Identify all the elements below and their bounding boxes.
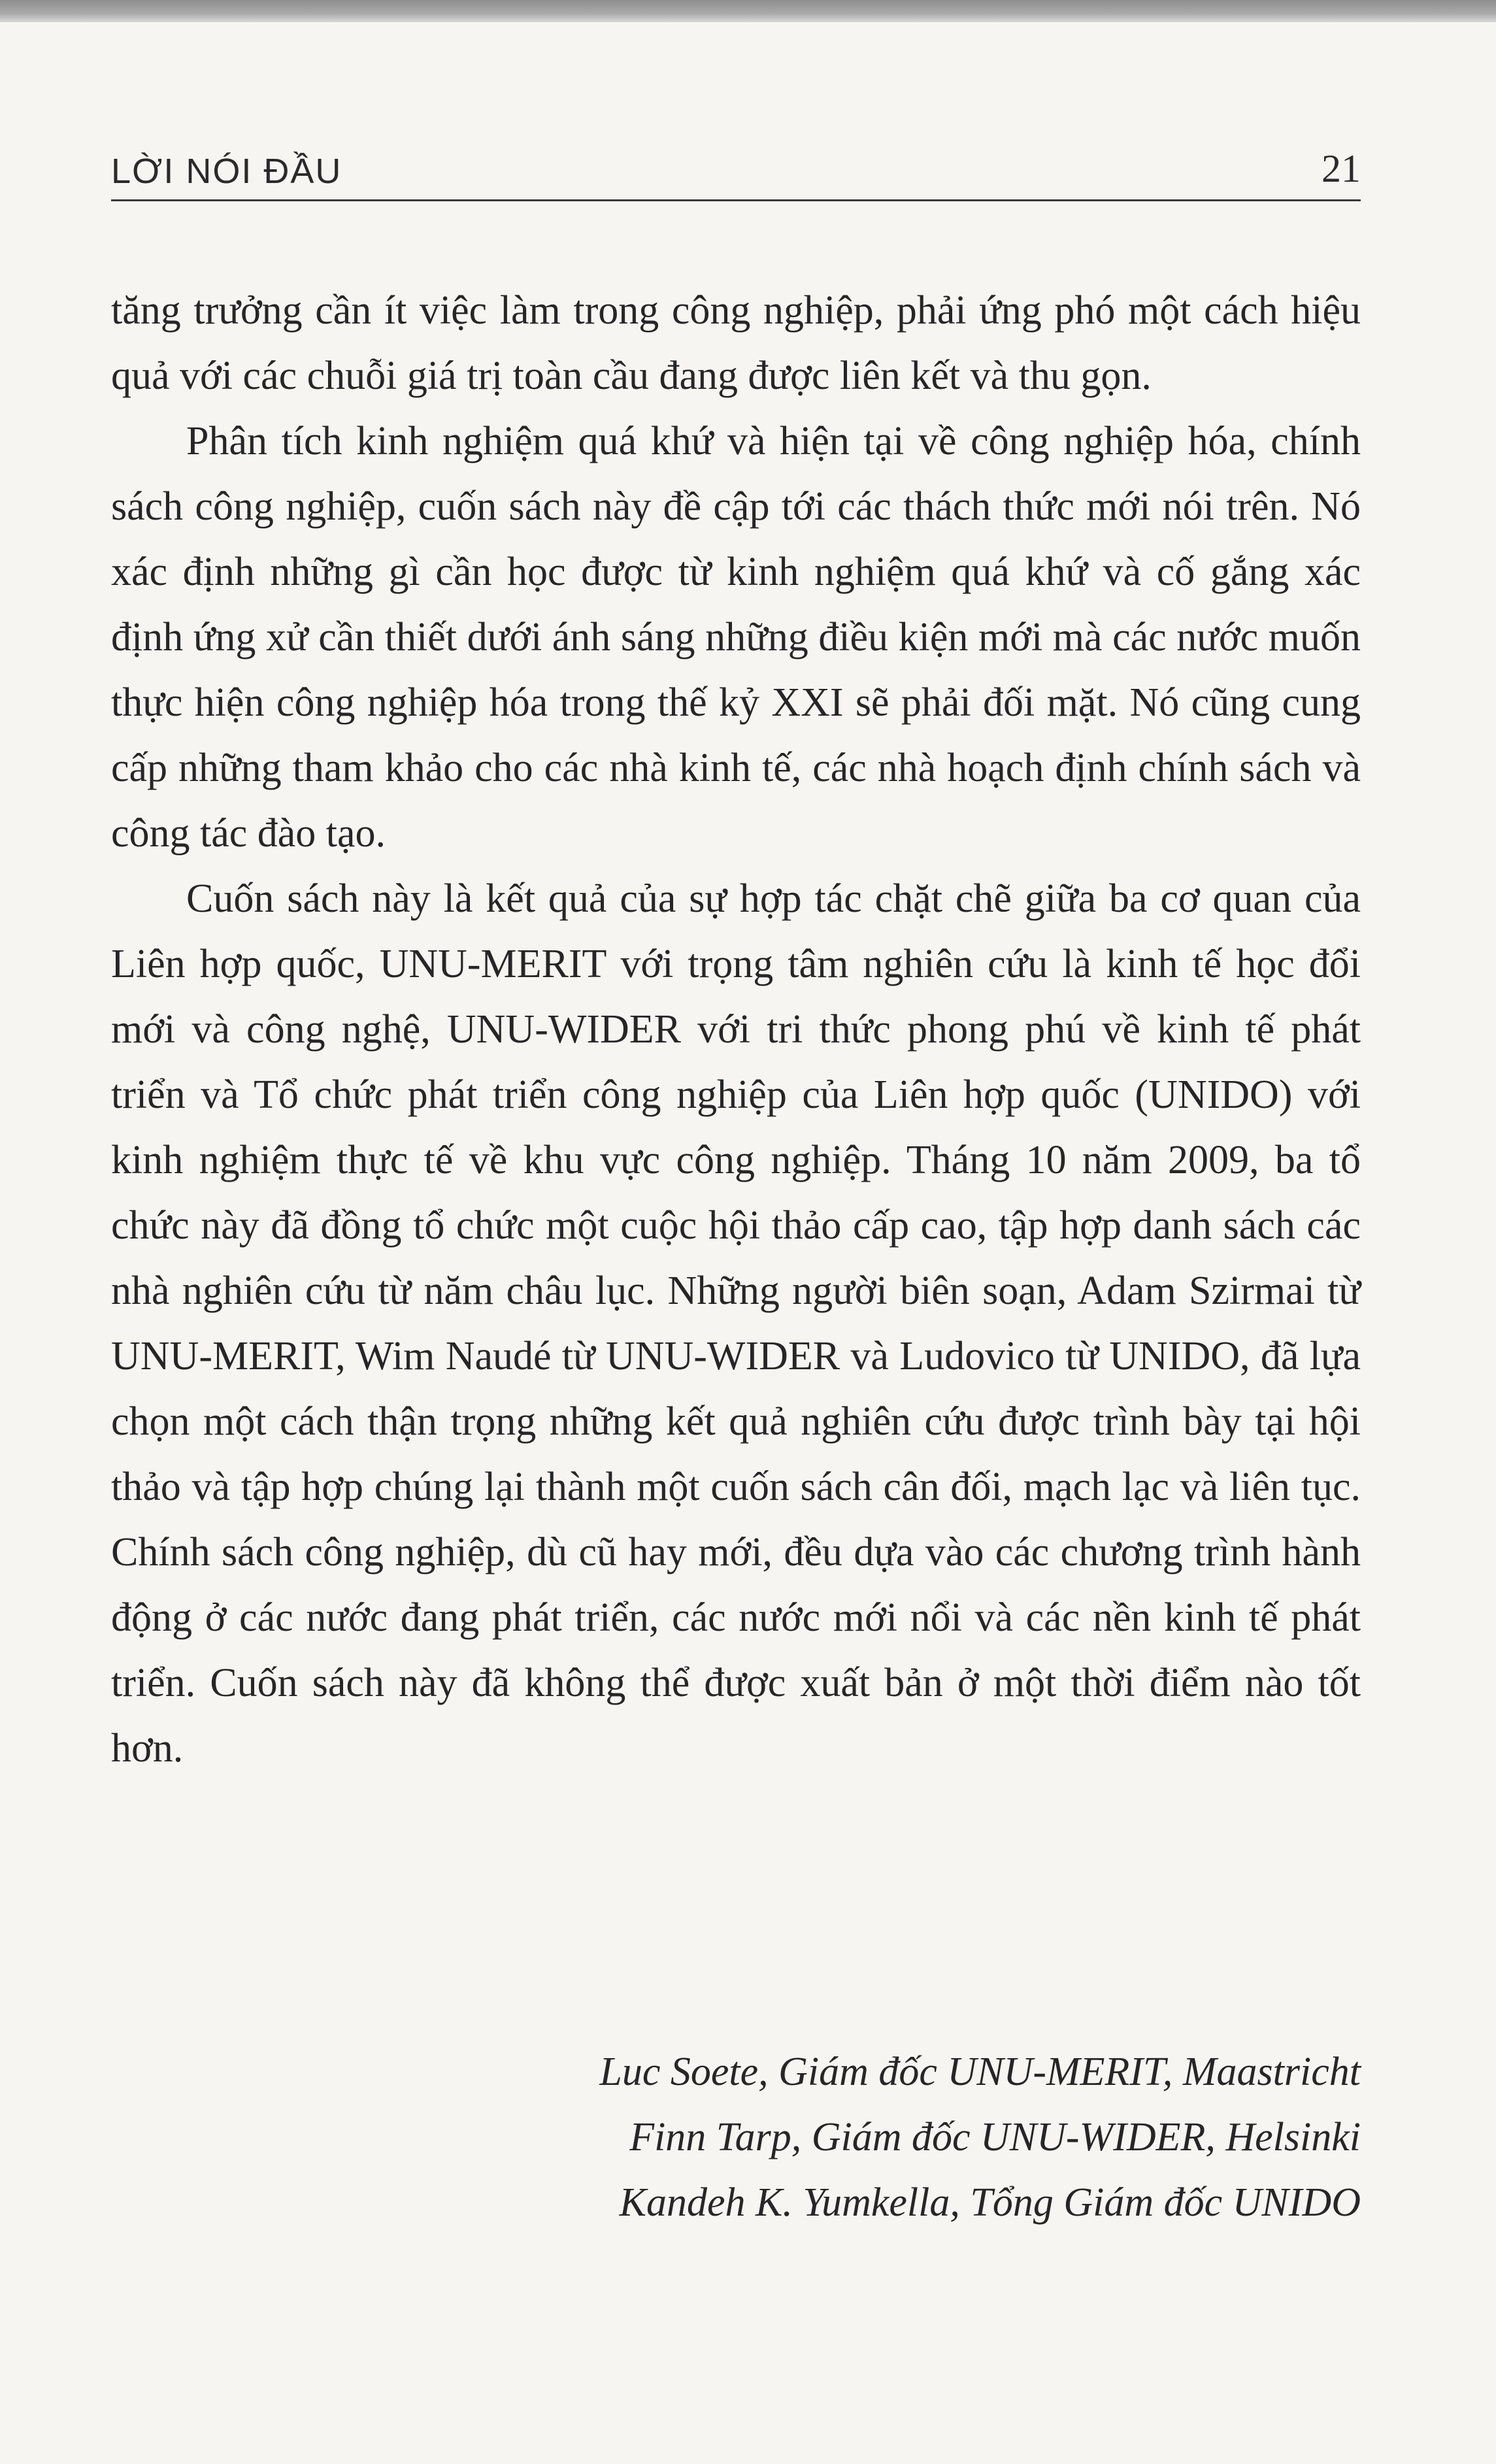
signature-line: Luc Soete, Giám đốc UNU-MERIT, Maastricht [599, 2050, 1361, 2094]
signature-line: Kandeh K. Yumkella, Tổng Giám đốc UNIDO [619, 2180, 1361, 2225]
body-text [111, 278, 1361, 1781]
scan-edge [0, 0, 1496, 22]
page-number: 21 [1321, 147, 1361, 190]
signature-line: Finn Tarp, Giám đốc UNU-WIDER, Helsinki [629, 2115, 1361, 2159]
running-head [111, 141, 1361, 201]
paragraph: Cuốn sách này là kết quả của sự hợp tác chặt chẽ giữa ba cơ quan của Liên hợp quốc, UNU-MERIT với trọng tâm nghiên cứu là kinh tế học đổi mới và công nghệ, UNU-WIDER với tri thức phong phú về kinh tế phát triển và Tổ chức phát triển công nghiệp của Liên hợp quốc (UNIDO) với kinh nghiệm thực tế về khu vực công nghiệp. Tháng 10 năm 2009, ba tổ chức này đã đồng tổ chức một cuộc hội thảo cấp cao, tập hợp danh sách các nhà nghiên cứu từ năm châu lục. Những người biên soạn, Adam Szirmai từ UNU-MERIT, Wim Naudé từ UNU-WIDER và Ludovico từ UNIDO, đã lựa chọn một cách thận trọng những kết quả nghiên cứu được trình bày tại hội thảo và tập hợp chúng lại thành một cuốn sách cân đối, mạch lạc và liên tục. Chính sách công nghiệp, dù cũ hay mới, đều dựa vào các chương trình hành động ở các nước đang phát triển, các nước mới nổi và các nền kinh tế phát triển. Cuốn sách này đã không thể được xuất bản ở một thời điểm nào tốt hơn. [111, 876, 1361, 1771]
paragraph-continuation: tăng trưởng cần ít việc làm trong công nghiệp, phải ứng phó một cách hiệu quả với các chuỗi giá trị toàn cầu đang được liên kết và thu gọn. [111, 288, 1361, 398]
paragraph: Phân tích kinh nghiệm quá khứ và hiện tại về công nghiệp hóa, chính sách công nghiệp, cuốn sách này đề cập tới các thách thức mới nói trên. Nó xác định những gì cần học được từ kinh nghiệm quá khứ và cố gắng xác định ứng xử cần thiết dưới ánh sáng những điều kiện mới mà các nước muốn thực hiện công nghiệp hóa trong thế kỷ XXI sẽ phải đối mặt. Nó cũng cung cấp những tham khảo cho các nhà kinh tế, các nhà hoạch định chính sách và công tác đào tạo. [111, 419, 1361, 856]
running-title: LỜI NÓI ĐẦU [111, 152, 342, 191]
signature-block [250, 2039, 1361, 2235]
